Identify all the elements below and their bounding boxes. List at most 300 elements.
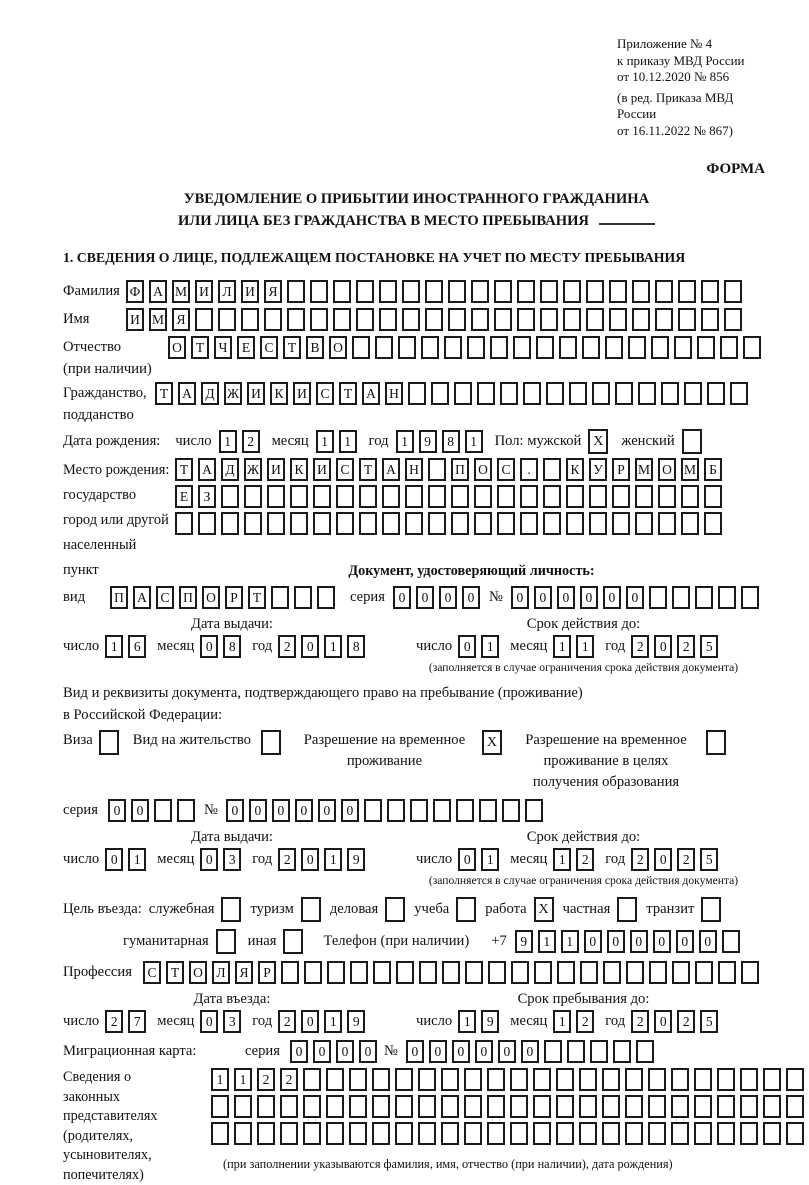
char-cell[interactable] [543, 458, 561, 481]
char-cell[interactable] [464, 1068, 482, 1091]
char-cell[interactable] [724, 308, 742, 331]
char-cell[interactable] [586, 280, 604, 303]
char-cell[interactable] [448, 308, 466, 331]
char-cell[interactable] [408, 382, 426, 405]
char-cell[interactable] [701, 308, 719, 331]
char-cell[interactable] [566, 485, 584, 508]
char-cell[interactable] [580, 961, 598, 984]
char-cell[interactable]: 1 [324, 635, 342, 658]
char-cell[interactable] [566, 512, 584, 535]
char-cell[interactable]: 0 [105, 848, 123, 871]
char-cell[interactable] [678, 280, 696, 303]
char-cell[interactable] [350, 961, 368, 984]
char-cell[interactable] [743, 336, 761, 359]
char-cell[interactable]: Е [175, 485, 193, 508]
char-cell[interactable] [520, 512, 538, 535]
char-cell[interactable] [536, 336, 554, 359]
char-cell[interactable]: Н [385, 382, 403, 405]
char-cell[interactable] [582, 336, 600, 359]
char-cell[interactable]: И [126, 308, 144, 331]
visa-checkbox[interactable] [99, 730, 119, 755]
representatives-row3-cells[interactable] [211, 1122, 809, 1145]
char-cell[interactable]: 0 [534, 586, 552, 609]
birth-month-cells[interactable] [316, 430, 362, 453]
char-cell[interactable]: 9 [347, 848, 365, 871]
char-cell[interactable] [290, 485, 308, 508]
char-cell[interactable] [658, 512, 676, 535]
char-cell[interactable] [569, 382, 587, 405]
char-cell[interactable] [303, 1122, 321, 1145]
char-cell[interactable] [612, 512, 630, 535]
char-cell[interactable] [635, 485, 653, 508]
char-cell[interactable] [513, 336, 531, 359]
char-cell[interactable]: И [267, 458, 285, 481]
char-cell[interactable] [674, 336, 692, 359]
char-cell[interactable] [701, 280, 719, 303]
char-cell[interactable]: Я [264, 280, 282, 303]
char-cell[interactable]: 8 [442, 430, 460, 453]
representatives-row2-cells[interactable] [211, 1095, 809, 1118]
birth-day-cells[interactable] [219, 430, 265, 453]
char-cell[interactable]: 5 [700, 635, 718, 658]
char-cell[interactable] [195, 308, 213, 331]
char-cell[interactable]: Ч [214, 336, 232, 359]
char-cell[interactable]: 9 [419, 430, 437, 453]
char-cell[interactable]: В [306, 336, 324, 359]
char-cell[interactable] [405, 512, 423, 535]
stay-year[interactable] [631, 1010, 723, 1033]
char-cell[interactable] [602, 1095, 620, 1118]
char-cell[interactable] [431, 382, 449, 405]
char-cell[interactable]: 1 [481, 635, 499, 658]
char-cell[interactable] [546, 382, 564, 405]
char-cell[interactable] [609, 280, 627, 303]
char-cell[interactable] [533, 1068, 551, 1091]
residence-valid-year[interactable] [631, 848, 723, 871]
char-cell[interactable]: 1 [324, 1010, 342, 1033]
char-cell[interactable] [763, 1095, 781, 1118]
char-cell[interactable]: 1 [219, 430, 237, 453]
char-cell[interactable]: 0 [200, 635, 218, 658]
char-cell[interactable] [372, 1068, 390, 1091]
char-cell[interactable] [177, 799, 195, 822]
char-cell[interactable]: Т [166, 961, 184, 984]
char-cell[interactable]: Д [201, 382, 219, 405]
char-cell[interactable] [425, 280, 443, 303]
char-cell[interactable]: 0 [318, 799, 336, 822]
char-cell[interactable] [395, 1122, 413, 1145]
char-cell[interactable] [257, 1122, 275, 1145]
char-cell[interactable]: И [293, 382, 311, 405]
char-cell[interactable]: 1 [458, 1010, 476, 1033]
char-cell[interactable] [533, 1122, 551, 1145]
char-cell[interactable]: 0 [654, 635, 672, 658]
char-cell[interactable]: 1 [128, 848, 146, 871]
char-cell[interactable] [556, 1095, 574, 1118]
char-cell[interactable] [534, 961, 552, 984]
char-cell[interactable]: С [336, 458, 354, 481]
char-cell[interactable] [510, 1095, 528, 1118]
char-cell[interactable]: 2 [631, 848, 649, 871]
char-cell[interactable] [671, 1068, 689, 1091]
residence-issued-day[interactable] [105, 848, 151, 871]
char-cell[interactable] [525, 799, 543, 822]
char-cell[interactable]: Т [248, 586, 266, 609]
char-cell[interactable]: 1 [553, 1010, 571, 1033]
char-cell[interactable] [234, 1122, 252, 1145]
char-cell[interactable]: 0 [416, 586, 434, 609]
char-cell[interactable]: 1 [105, 635, 123, 658]
char-cell[interactable] [786, 1095, 804, 1118]
residence-issued-year[interactable] [278, 848, 370, 871]
char-cell[interactable] [661, 382, 679, 405]
char-cell[interactable] [500, 382, 518, 405]
char-cell[interactable] [244, 485, 262, 508]
char-cell[interactable]: 2 [278, 1010, 296, 1033]
char-cell[interactable] [364, 799, 382, 822]
char-cell[interactable]: 1 [576, 635, 594, 658]
char-cell[interactable]: 9 [347, 1010, 365, 1033]
char-cell[interactable] [313, 485, 331, 508]
char-cell[interactable]: Ф [126, 280, 144, 303]
char-cell[interactable] [763, 1068, 781, 1091]
char-cell[interactable] [310, 280, 328, 303]
char-cell[interactable] [579, 1095, 597, 1118]
char-cell[interactable]: 0 [295, 799, 313, 822]
identity-issued-month[interactable] [200, 635, 246, 658]
char-cell[interactable]: 0 [439, 586, 457, 609]
char-cell[interactable]: Т [359, 458, 377, 481]
residence-valid-month[interactable] [553, 848, 599, 871]
surname-cells[interactable] [126, 280, 747, 303]
char-cell[interactable]: А [198, 458, 216, 481]
firstname-cells[interactable] [126, 308, 747, 331]
char-cell[interactable]: 0 [131, 799, 149, 822]
char-cell[interactable] [154, 799, 172, 822]
char-cell[interactable] [557, 961, 575, 984]
char-cell[interactable] [556, 1122, 574, 1145]
char-cell[interactable] [198, 512, 216, 535]
char-cell[interactable]: 2 [631, 1010, 649, 1033]
char-cell[interactable] [626, 961, 644, 984]
char-cell[interactable]: С [143, 961, 161, 984]
char-cell[interactable] [487, 1122, 505, 1145]
char-cell[interactable] [655, 280, 673, 303]
char-cell[interactable]: О [658, 458, 676, 481]
char-cell[interactable]: 0 [341, 799, 359, 822]
char-cell[interactable]: 0 [521, 1040, 539, 1063]
char-cell[interactable] [697, 336, 715, 359]
char-cell[interactable]: 0 [699, 930, 717, 953]
char-cell[interactable] [605, 336, 623, 359]
char-cell[interactable] [651, 336, 669, 359]
char-cell[interactable] [517, 308, 535, 331]
char-cell[interactable]: 3 [223, 1010, 241, 1033]
char-cell[interactable] [717, 1095, 735, 1118]
char-cell[interactable] [543, 485, 561, 508]
char-cell[interactable]: 0 [301, 1010, 319, 1033]
char-cell[interactable] [310, 308, 328, 331]
char-cell[interactable] [402, 308, 420, 331]
char-cell[interactable]: А [362, 382, 380, 405]
char-cell[interactable]: 0 [108, 799, 126, 822]
char-cell[interactable] [684, 382, 702, 405]
char-cell[interactable]: С [156, 586, 174, 609]
char-cell[interactable] [497, 485, 515, 508]
char-cell[interactable]: А [149, 280, 167, 303]
sex-female-checkbox[interactable] [682, 429, 702, 454]
char-cell[interactable]: 0 [458, 848, 476, 871]
identity-issued-day[interactable] [105, 635, 151, 658]
char-cell[interactable]: У [589, 458, 607, 481]
char-cell[interactable]: 1 [553, 635, 571, 658]
char-cell[interactable] [379, 308, 397, 331]
char-cell[interactable]: К [566, 458, 584, 481]
char-cell[interactable]: А [382, 458, 400, 481]
char-cell[interactable]: Л [212, 961, 230, 984]
char-cell[interactable] [649, 586, 667, 609]
char-cell[interactable]: 3 [223, 848, 241, 871]
char-cell[interactable] [694, 1068, 712, 1091]
char-cell[interactable] [502, 799, 520, 822]
char-cell[interactable] [695, 961, 713, 984]
citizenship-cells[interactable] [155, 382, 753, 405]
char-cell[interactable] [382, 512, 400, 535]
char-cell[interactable] [441, 1122, 459, 1145]
char-cell[interactable] [632, 280, 650, 303]
char-cell[interactable]: 2 [105, 1010, 123, 1033]
char-cell[interactable]: 0 [580, 586, 598, 609]
char-cell[interactable]: 0 [359, 1040, 377, 1063]
char-cell[interactable] [448, 280, 466, 303]
profession-cells[interactable] [143, 961, 764, 984]
char-cell[interactable]: 0 [626, 586, 644, 609]
char-cell[interactable] [379, 280, 397, 303]
char-cell[interactable] [479, 799, 497, 822]
char-cell[interactable] [356, 308, 374, 331]
char-cell[interactable]: 1 [538, 930, 556, 953]
char-cell[interactable] [740, 1068, 758, 1091]
char-cell[interactable] [612, 485, 630, 508]
char-cell[interactable] [327, 961, 345, 984]
char-cell[interactable]: П [451, 458, 469, 481]
char-cell[interactable]: 2 [278, 635, 296, 658]
char-cell[interactable] [271, 586, 289, 609]
char-cell[interactable] [632, 308, 650, 331]
char-cell[interactable] [741, 961, 759, 984]
char-cell[interactable] [451, 512, 469, 535]
char-cell[interactable] [563, 308, 581, 331]
char-cell[interactable] [556, 1068, 574, 1091]
char-cell[interactable] [264, 308, 282, 331]
char-cell[interactable] [257, 1095, 275, 1118]
char-cell[interactable]: Е [237, 336, 255, 359]
char-cell[interactable]: 2 [278, 848, 296, 871]
char-cell[interactable] [517, 280, 535, 303]
char-cell[interactable] [317, 586, 335, 609]
purpose-option-checkbox[interactable] [385, 897, 405, 922]
char-cell[interactable] [281, 961, 299, 984]
identity-number-cells[interactable] [511, 586, 764, 609]
char-cell[interactable]: 0 [475, 1040, 493, 1063]
char-cell[interactable]: 0 [226, 799, 244, 822]
char-cell[interactable] [454, 382, 472, 405]
char-cell[interactable] [433, 799, 451, 822]
char-cell[interactable] [211, 1122, 229, 1145]
char-cell[interactable] [419, 961, 437, 984]
char-cell[interactable]: М [172, 280, 190, 303]
char-cell[interactable] [655, 308, 673, 331]
char-cell[interactable] [579, 1068, 597, 1091]
char-cell[interactable]: . [520, 458, 538, 481]
char-cell[interactable]: Р [225, 586, 243, 609]
char-cell[interactable]: 1 [561, 930, 579, 953]
char-cell[interactable]: К [290, 458, 308, 481]
char-cell[interactable] [488, 961, 506, 984]
char-cell[interactable]: 2 [576, 1010, 594, 1033]
char-cell[interactable] [287, 280, 305, 303]
char-cell[interactable] [418, 1068, 436, 1091]
char-cell[interactable] [681, 512, 699, 535]
char-cell[interactable] [333, 308, 351, 331]
char-cell[interactable] [267, 485, 285, 508]
char-cell[interactable] [290, 512, 308, 535]
char-cell[interactable] [592, 382, 610, 405]
char-cell[interactable] [336, 512, 354, 535]
char-cell[interactable]: О [168, 336, 186, 359]
char-cell[interactable]: 2 [631, 635, 649, 658]
char-cell[interactable] [428, 458, 446, 481]
char-cell[interactable] [218, 308, 236, 331]
char-cell[interactable]: 0 [653, 930, 671, 953]
char-cell[interactable]: Д [221, 458, 239, 481]
representatives-row1-cells[interactable] [211, 1068, 809, 1091]
residence-permit-checkbox[interactable] [261, 730, 281, 755]
char-cell[interactable] [579, 1122, 597, 1145]
char-cell[interactable] [586, 308, 604, 331]
char-cell[interactable]: И [313, 458, 331, 481]
char-cell[interactable] [718, 961, 736, 984]
char-cell[interactable] [372, 1095, 390, 1118]
char-cell[interactable] [294, 586, 312, 609]
char-cell[interactable]: 2 [576, 848, 594, 871]
char-cell[interactable]: 0 [630, 930, 648, 953]
char-cell[interactable]: 0 [462, 586, 480, 609]
char-cell[interactable] [477, 382, 495, 405]
char-cell[interactable] [602, 1068, 620, 1091]
residence-issued-month[interactable] [200, 848, 246, 871]
char-cell[interactable] [395, 1095, 413, 1118]
char-cell[interactable] [740, 1095, 758, 1118]
char-cell[interactable] [303, 1068, 321, 1091]
purpose-option-checkbox[interactable] [701, 897, 721, 922]
char-cell[interactable]: И [241, 280, 259, 303]
residence-valid-day[interactable] [458, 848, 504, 871]
char-cell[interactable]: 0 [607, 930, 625, 953]
char-cell[interactable] [267, 512, 285, 535]
char-cell[interactable]: 1 [234, 1068, 252, 1091]
identity-series-cells[interactable] [393, 586, 485, 609]
char-cell[interactable] [402, 280, 420, 303]
char-cell[interactable]: И [195, 280, 213, 303]
birthplace-row2-cells[interactable] [175, 485, 727, 508]
char-cell[interactable]: 1 [553, 848, 571, 871]
char-cell[interactable]: О [329, 336, 347, 359]
char-cell[interactable]: 0 [654, 848, 672, 871]
char-cell[interactable] [442, 961, 460, 984]
char-cell[interactable] [441, 1068, 459, 1091]
char-cell[interactable] [451, 485, 469, 508]
char-cell[interactable] [456, 799, 474, 822]
char-cell[interactable] [487, 1095, 505, 1118]
purpose-option-checkbox[interactable] [456, 897, 476, 922]
char-cell[interactable] [672, 586, 690, 609]
purpose-option-checkbox[interactable] [301, 897, 321, 922]
char-cell[interactable] [304, 961, 322, 984]
stay-day[interactable] [458, 1010, 504, 1033]
char-cell[interactable] [638, 382, 656, 405]
char-cell[interactable] [441, 1095, 459, 1118]
purpose-option-checkbox[interactable] [283, 929, 303, 954]
char-cell[interactable] [313, 512, 331, 535]
char-cell[interactable] [421, 336, 439, 359]
char-cell[interactable]: К [270, 382, 288, 405]
char-cell[interactable]: З [198, 485, 216, 508]
char-cell[interactable] [287, 308, 305, 331]
purpose-option-checkbox[interactable]: X [534, 897, 554, 922]
identity-issued-year[interactable] [278, 635, 370, 658]
char-cell[interactable] [280, 1095, 298, 1118]
char-cell[interactable] [511, 961, 529, 984]
char-cell[interactable] [625, 1068, 643, 1091]
identity-valid-month[interactable] [553, 635, 599, 658]
char-cell[interactable] [567, 1040, 585, 1063]
char-cell[interactable]: 0 [406, 1040, 424, 1063]
char-cell[interactable]: 1 [324, 848, 342, 871]
stay-month[interactable] [553, 1010, 599, 1033]
char-cell[interactable] [211, 1095, 229, 1118]
char-cell[interactable]: Н [405, 458, 423, 481]
residence-series-cells[interactable] [108, 799, 200, 822]
edu-permit-checkbox[interactable] [706, 730, 726, 755]
char-cell[interactable]: Я [235, 961, 253, 984]
entry-month[interactable] [200, 1010, 246, 1033]
char-cell[interactable] [326, 1095, 344, 1118]
migration-number-cells[interactable] [406, 1040, 659, 1063]
char-cell[interactable]: 0 [336, 1040, 354, 1063]
char-cell[interactable]: С [497, 458, 515, 481]
patronymic-cells[interactable] [168, 336, 766, 359]
char-cell[interactable] [396, 961, 414, 984]
char-cell[interactable] [717, 1068, 735, 1091]
char-cell[interactable]: 0 [654, 1010, 672, 1033]
char-cell[interactable]: 0 [290, 1040, 308, 1063]
char-cell[interactable] [410, 799, 428, 822]
char-cell[interactable]: А [178, 382, 196, 405]
char-cell[interactable] [694, 1095, 712, 1118]
char-cell[interactable] [387, 799, 405, 822]
char-cell[interactable] [763, 1122, 781, 1145]
char-cell[interactable] [543, 512, 561, 535]
char-cell[interactable] [625, 1095, 643, 1118]
char-cell[interactable] [635, 512, 653, 535]
char-cell[interactable] [603, 961, 621, 984]
birthplace-row1-cells[interactable] [175, 458, 727, 481]
char-cell[interactable]: 1 [396, 430, 414, 453]
char-cell[interactable] [359, 512, 377, 535]
char-cell[interactable] [395, 1068, 413, 1091]
char-cell[interactable]: Я [172, 308, 190, 331]
